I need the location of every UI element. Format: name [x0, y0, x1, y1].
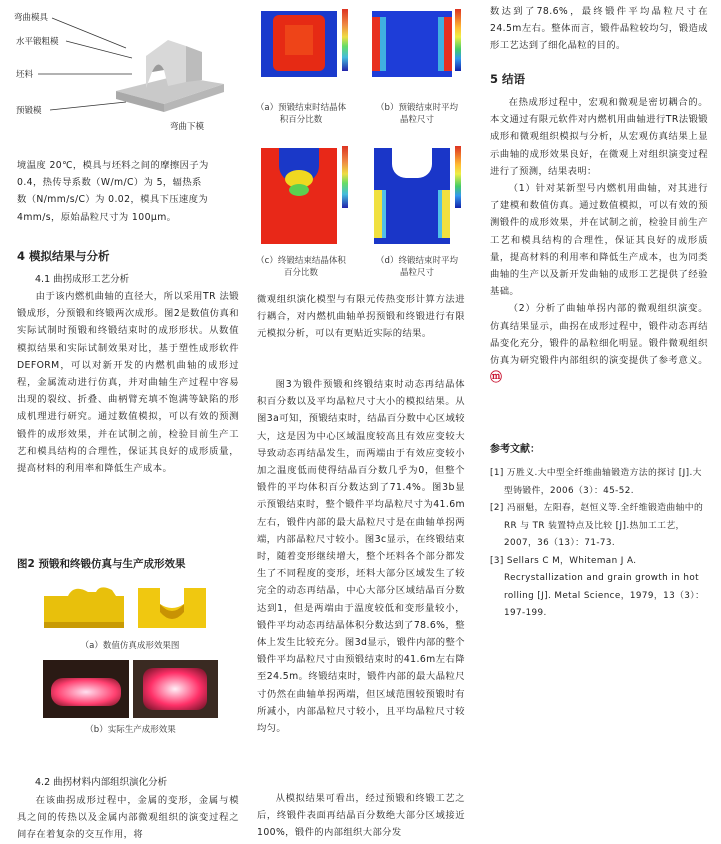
leader-lines: [14, 8, 236, 136]
references-title: 参考文献：: [490, 444, 540, 455]
text-line: 0.4，热传导系数（W/m/C）为 5，辐热系: [17, 177, 202, 189]
references-block: [490, 440, 708, 623]
end-mark-icon: ⓜ: [490, 370, 503, 385]
figure-1: [14, 8, 236, 136]
figure-2a-caption: （a）数值仿真成形效果图: [80, 641, 180, 651]
section-5-title: 5 结语: [490, 72, 526, 86]
figure-3c-image: [255, 140, 350, 248]
figure-2a-image: [40, 582, 220, 634]
col2-continued-text: 微观组织演化模型与有限元传热变形计算方法进行耦合，对内燃机曲轴单拐预锻和终锻进行有限元模拟分析，可以有更贴近实际的结果。: [257, 294, 465, 340]
section-5-body: [490, 94, 708, 387]
figure-3d-image: [368, 140, 463, 248]
conclusion-intro: 在热成形过程中，宏观和微观是密切耦合的。本文通过有限元软件对内燃机用曲轴进行TR法锻锻成形和微观组织模拟与分析，从宏观仿真结果上显示曲轴的成形效果良好，在微观上对组织演变过程进行了预测，结果表明：: [490, 97, 708, 177]
figure-3c-caption: （c）终锻结束结晶体积百分比数: [256, 256, 346, 278]
figure-3b-caption: （b）预锻结束时平均晶粒尺寸: [376, 103, 458, 125]
col2-paragraph-fig3: 图3为锻件预锻和终锻结束时动态再结晶体积百分数以及平均晶粒尺寸大小的模拟结果。从图3a可知，预锻结束时，结晶百分数中心区域较大，这是因为中心区域温度较高且有效应变较大导致动态再结晶发生，而两端由于有效应变较小加之温度低而使得结晶百分数几乎为0，但整个锻件的平均体积百分数达到了71.4%。图3b显示预锻结束时，整个锻件平均晶粒尺寸为41.6m左右，锻件内部的最大晶粒尺寸是在曲轴单拐两端，内部晶粒尺寸较小。图3c显示，在终锻结束时，随着变形继续增大，整个坯料各个部分都发生了不同程度的变形，坯料大部分区域发生了较完全的动态再结晶，中心大部分区域结晶百分数达到1，但是两端由于温度较低和变形量较小，锻件平均动态再结晶体积分数达到了78.6%，整体上发生比较充分。图3d显示，锻件内部的整个锻件平均晶粒尺寸由预锻结束时的41.6m左右降至24.5m。终锻结束时，锻件内部的最大晶粒尺寸仍然在曲轴单拐两端，但区域范围较预锻时有所减小，内部晶粒尺寸较小，且平均晶粒尺寸较均匀。: [257, 379, 465, 735]
color-scale: [455, 146, 461, 208]
text-line: 数（N/mm/s/C）为 0.02，模具下压速度为: [17, 194, 209, 206]
color-scale: [455, 9, 461, 71]
conclusion-point-2: [490, 300, 708, 387]
text-line: 境温度 20℃，模具与坯料之间的摩擦因子为: [17, 160, 209, 171]
col2-paragraph-conclusion: 从模拟结果可看出，经过预锻和终锻工艺之后，终锻件表面再结晶百分数绝大部分区域接近100%，锻件的内部组织大部分发: [257, 793, 465, 839]
figure-3b-image: [368, 3, 463, 83]
color-scale: [342, 146, 348, 208]
label-die-top: 弯曲模具: [14, 13, 49, 23]
figure-3a-caption: （a）预锻结束时结晶体积百分比数: [255, 103, 347, 125]
label-clamp: 水平锻粗模: [16, 37, 59, 47]
section-4-1-paragraph: 由于该内燃机曲轴的直径大，所以采用TR 法锻锻成形，分预锻和终锻两次成形。图2是数值仿真和实际试制时预锻和终锻结束时的成形形状。从数值模拟结果和实际试制效果对比，基于塑性成形软件 DEFORM，可以对新开发的内燃机曲轴的成形过程，金属流动进行仿真，并对曲轴生产过程中容易出现的裂纹、折叠、曲柄臂充填不饱满等缺陷的形成机理进行研究。通过数值模拟，可以有效的预测锻件的成形效果，并在试制之前，检验目前生产工艺和模具结构的合理性，保证其良好的成形质量，提高材料的利用率和降低生产成本。: [17, 291, 239, 475]
figure-3a-image: [255, 3, 350, 83]
reference-item: [1] 万胜义.大中型全纤维曲轴锻造方法的探讨 [J].大型铸锻件，2006（3）：45-52.: [490, 468, 702, 496]
subsection-4-2-title: 4.2 曲拐材料内部组织演化分析: [35, 777, 168, 788]
conclusion-point-1: （1）针对某新型号内燃机用曲轴，对其进行了建模和数值仿真。通过数值模拟，可以有效的预测锻件的成形效果，并在试制之前，检验目前生产工艺和模具结构的合理性，保证其良好的成形质量，提高材料的利用率和降低生产成本，也为同类曲轴的生产以及新开发曲轴的成形工艺提供了经验基础。: [490, 183, 708, 298]
label-preform: 预锻模: [16, 106, 42, 116]
reference-item: [2] 冯丽魁，左阳春，赵恒义等.全纤维锻造曲轴中的 RR 与 TR 装置特点及比较 [J].热加工工艺，2007，36（13）：71-73.: [490, 503, 704, 548]
figure-2b-image: [43, 660, 218, 718]
label-die-bottom: 弯曲下模: [170, 122, 205, 132]
color-scale: [342, 9, 348, 71]
conclusion-point-2-text: （2）分析了曲轴单拐内部的微观组织演变。仿真结果显示，曲拐在成形过程中，锻件动态再结晶变化充分，锻件的晶粒细化明显。锻件微观组织仿真为研究锻件内部组织的演变提供了参考意义。: [490, 303, 708, 367]
text-line: 4mm/s，原始晶粒尺寸为 100μm。: [17, 211, 177, 223]
col1-intro-text: [17, 157, 239, 226]
figure-3d-caption: （d）终锻结束时平均晶粒尺寸: [376, 256, 458, 278]
section-4-title: 4 模拟结果与分析: [17, 249, 110, 263]
figure-2b-caption: （b）实际生产成形效果: [85, 725, 176, 735]
reference-item: [3] Sellars C M，Whiteman J A. Recrystallization and grain growth in hot rolling [J]. Metal Science，1979，13（3）：197-199.: [490, 555, 705, 618]
subsection-4-1-title: 4.1 曲拐成形工艺分析: [35, 274, 130, 285]
label-billet: 坯料: [16, 70, 34, 80]
figure-2-title: 图2 预锻和终锻仿真与生产成形效果: [17, 558, 186, 570]
col3-continued-text: 数达到了78.6%，最终锻件平均晶粒尺寸在24.5m左右。整体而言，锻件晶粒较均匀，锻造成形工艺达到了细化晶粒的目的。: [490, 6, 708, 52]
section-4-2-paragraph: 在该曲拐成形过程中，金属的变形，金属与模具之间的传热以及金属内部微观组织的演变过程之间存在着复杂的交互作用，将: [17, 795, 239, 841]
